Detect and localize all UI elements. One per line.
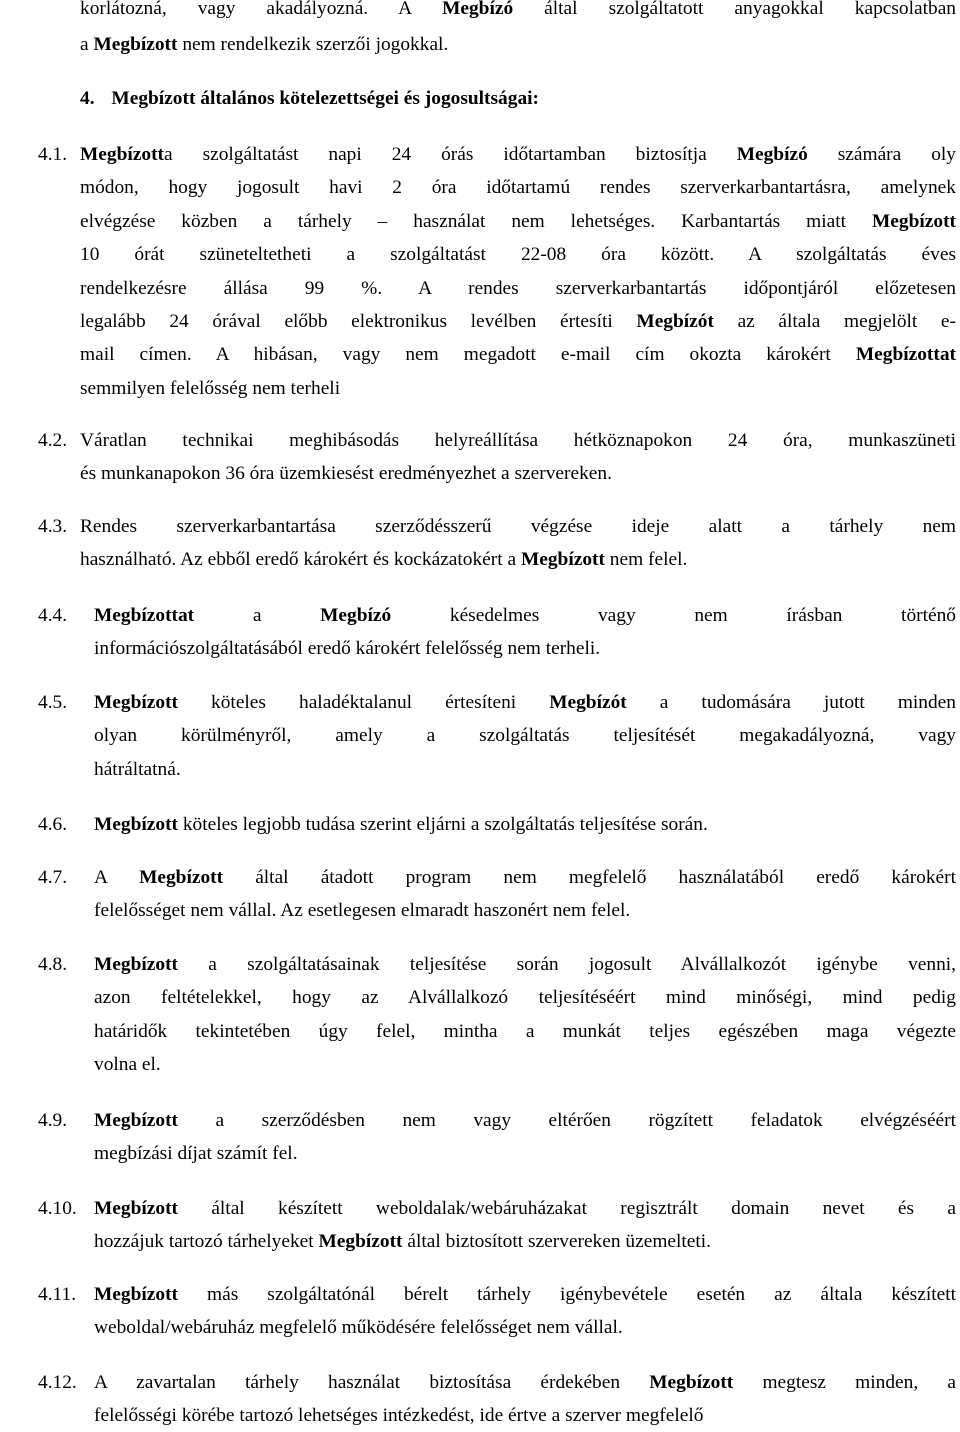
clause-text-line: módon, hogy jogosult havi 2 óra időtartamú rendes szerverkarbantartásra, amelynek: [80, 177, 956, 199]
bold-term: Megbízó: [736, 144, 808, 165]
bold-term: Megbízott: [80, 144, 164, 165]
bold-term: Megbízott: [520, 549, 605, 571]
clause-text-line: mail címen. A hibásan, vagy nem megadott e-mail cím okozta károkért Megbízottat: [80, 344, 956, 366]
clause-text-line: határidők tekintetében úgy felel, mintha a munkát teljes egészében maga végezte: [94, 1020, 956, 1042]
section-heading: [80, 82, 539, 115]
bold-term: Megbízottat: [94, 605, 195, 626]
clause-text-line: volna el.: [94, 1054, 161, 1076]
clause-text-line: megbízási díjat számít fel.: [94, 1143, 298, 1165]
clause-text-line: elvégzése közben a tárhely – használat nem lehetséges. Karbantartás miatt Megbízott: [80, 210, 956, 232]
clause-text-line: rendelkezésre állása 99 %. A rendes szerverkarbantartás időpontjáról előzetesen: [80, 277, 956, 299]
clause-text-line: információszolgáltatásából eredő károkért felelősség nem terheli.: [94, 638, 601, 660]
bold-term: Megbízott: [93, 34, 178, 55]
section-title: Megbízott általános kötelezettségei és jogosultságai:: [111, 88, 539, 109]
clause-number: 4.4.: [38, 605, 68, 626]
bold-term: Megbízott: [872, 210, 956, 232]
clause-text-line: Váratlan technikai meghibásodás helyreállítása hétköznapokon 24 óra, munkaszüneti: [80, 430, 956, 451]
intro-line-1: korlátozná, vagy akadályozná. A Megbízó által szolgáltatott anyagokkal kapcsolatban: [80, 0, 956, 19]
clause-number: 4.3.: [38, 516, 68, 537]
clause-text-line: semmilyen felelősség nem terheli: [80, 377, 341, 399]
clause-number: 4.5.: [38, 692, 68, 713]
clause-text-line: felelősséget nem vállal. Az esetlegesen elmaradt haszonért nem felel.: [94, 900, 631, 922]
bold-term: Megbízott: [94, 1284, 178, 1305]
bold-term: Megbízott: [94, 954, 178, 975]
bold-term: Megbízott: [649, 1372, 734, 1393]
clause-text-line: Megbízott által készített weboldalak/webáruházakat regisztrált domain nevet és a: [94, 1198, 956, 1219]
clause-number: 4.1.: [38, 144, 68, 165]
bold-term: Megbízó: [320, 605, 392, 626]
bold-term: Megbízott: [94, 1198, 178, 1219]
clause-text-line: azon feltételekkel, hogy az Alvállalkozó teljesítéséért mind minőségi, mind pedig: [94, 987, 956, 1009]
clause-text-line: Megbízottat a Megbízó késedelmes vagy nem írásban történő: [94, 605, 956, 626]
clause-text-line: hátráltatná.: [94, 758, 181, 780]
clause-text-line: Megbízott köteles legjobb tudása szerint eljárni a szolgáltatás teljesítése során.: [94, 814, 708, 835]
clause-text-line: és munkanapokon 36 óra üzemkiesést eredményezhet a szervereken.: [80, 463, 612, 485]
bold-term: Megbízó: [442, 0, 514, 19]
clause-text-line: hozzájuk tartozó tárhelyeket Megbízott által biztosított szervereken üzemelteti.: [94, 1231, 712, 1253]
clause-text-line: A Megbízott által átadott program nem megfelelő használatából eredő károkért: [94, 867, 956, 888]
bold-term: Megbízót: [549, 692, 627, 713]
clause-text-line: weboldal/webáruház megfelelő működésére felelősséget nem vállal.: [94, 1317, 623, 1339]
bold-term: Megbízott: [139, 867, 224, 888]
intro-line-2: a Megbízott nem rendelkezik szerzői jogokkal.: [80, 34, 449, 55]
clause-text-line: Megbízott más szolgáltatónál bérelt tárhely igénybevétele esetén az általa készített: [94, 1284, 956, 1305]
clause-number: 4.2.: [38, 430, 68, 451]
bold-term: Megbízottat: [855, 344, 956, 366]
clause-number: 4.10.: [38, 1198, 77, 1219]
clause-text-line: Megbízotta szolgáltatást napi 24 órás időtartamban biztosítja Megbízó számára oly: [80, 144, 956, 165]
bold-term: Megbízott: [94, 814, 178, 835]
clause-number: 4.12.: [38, 1372, 77, 1393]
clause-number: 4.7.: [38, 867, 68, 888]
clause-text-line: Rendes szerverkarbantartása szerződésszerű végzése ideje alatt a tárhely nem: [80, 516, 956, 537]
section-number: 4.: [80, 88, 95, 109]
clause-text-line: használható. Az ebből eredő károkért és kockázatokért a Megbízott nem felel.: [80, 549, 688, 571]
clause-number: 4.6.: [38, 814, 68, 835]
bold-term: Megbízott: [94, 1110, 178, 1131]
clause-text-line: Megbízott a szolgáltatásainak teljesítése során jogosult Alvállalkozót igénybe venni,: [94, 954, 956, 975]
clause-number: 4.11.: [38, 1284, 77, 1305]
clause-text-line: legalább 24 órával előbb elektronikus levélben értesíti Megbízót az általa megjelölt e-: [80, 311, 956, 332]
clause-text-line: Megbízott köteles haladéktalanul értesíteni Megbízót a tudomására jutott minden: [94, 692, 956, 713]
clause-text-line: felelősségi körébe tartozó lehetséges intézkedést, ide értve a szerver megfelelő: [94, 1405, 704, 1427]
bold-term: Megbízott: [318, 1231, 403, 1253]
clause-text-line: A zavartalan tárhely használat biztosítása érdekében Megbízott megtesz minden, a: [94, 1372, 956, 1393]
bold-term: Megbízót: [636, 311, 714, 332]
clause-text-line: Megbízott a szerződésben nem vagy eltérően rögzített feladatok elvégzéséért: [94, 1110, 956, 1131]
clause-text-line: 10 órát szüneteltetheti a szolgáltatást 22-08 óra között. A szolgáltatás éves: [80, 244, 956, 266]
clause-number: 4.8.: [38, 954, 68, 975]
clause-text-line: olyan körülményről, amely a szolgáltatás teljesítését megakadályozná, vagy: [94, 725, 956, 747]
clause-number: 4.9.: [38, 1110, 68, 1131]
bold-term: Megbízott: [94, 692, 178, 713]
